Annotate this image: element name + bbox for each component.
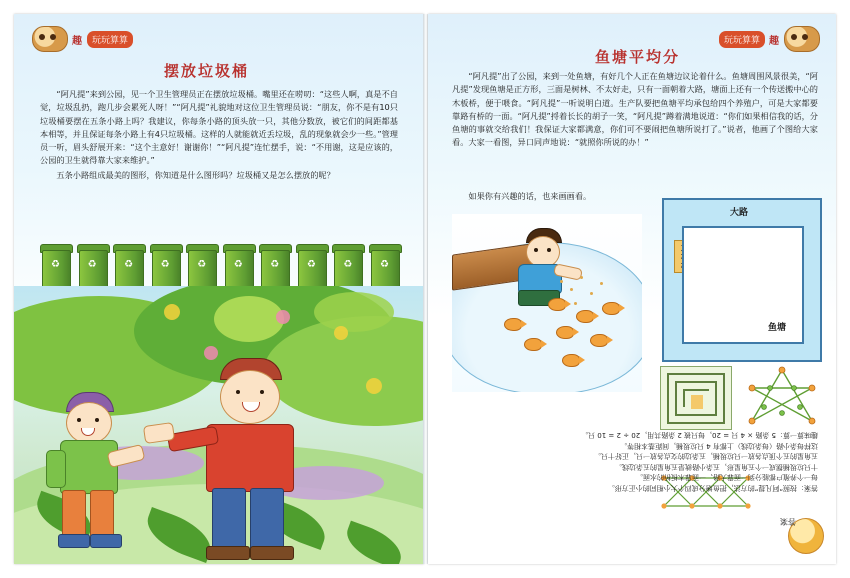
- trash-bin-icon: ♻: [371, 244, 398, 290]
- map-label-road: 大路: [730, 208, 749, 218]
- food-crumb: [560, 280, 563, 283]
- map-label-pond: 鱼塘: [768, 323, 787, 333]
- answers-heading: 答案: [780, 517, 796, 526]
- flower-dot: [164, 304, 180, 320]
- flower-dot: [366, 378, 382, 394]
- left-paragraph-2: 五条小路组成最美的图形，你知道是什么图形吗？垃圾桶又是怎么摆放的呢？: [56, 169, 335, 180]
- answer-line: 十只垃圾桶摆成一个五角星形，五条小路就是五角星的五条边线。: [615, 463, 818, 471]
- feeding-boy-character: [514, 228, 584, 308]
- answer-line: 每一个养殖户都能分到一面靠大路、一面靠木板桥的水面。: [636, 473, 818, 482]
- trash-bin-icon: ♻: [79, 244, 106, 290]
- fish-icon: [576, 310, 594, 323]
- answer-line: 答案：按照“阿凡提”的方法，把鱼塘分成四个大小相同的小正方形。: [607, 484, 818, 492]
- left-paragraph-1: “阿凡提”来到公园，见一个卫生管理员正在摆放垃圾桶。嘴里还在唠叨：“这些人啊，真是不自觉，垃圾乱扔，跑几步会累死人呀！”“阿凡提”礼貌地对这位卫生管理员说：“朋友，你不是有10只垃圾桶要摆在五条小路上吗？我建议，你每条小路的顶头放一只，其他分数放，被它们的间距都基本相等，并且保证每条小路上有4只垃圾桶。这样的人就能就近丢垃圾，乱的现象就会少一些。”管理员一听，眉头舒展开来：“这个主意好！谢谢你！”“阿凡提”连忙摆手，说：“不用谢，这是应该的，公园的卫生就得靠大家来维护。”: [40, 89, 398, 166]
- pond-square-area: [682, 226, 804, 344]
- park-illustration: [14, 286, 424, 564]
- foliage-blob: [314, 292, 394, 332]
- right-body-text: [452, 70, 818, 151]
- trash-bin-icon: ♻: [152, 244, 179, 290]
- maze-puzzle: [660, 366, 732, 430]
- right-running-head-text: 趣: [769, 35, 780, 47]
- mascot-icon: [784, 26, 820, 52]
- right-running-head-badge: 玩玩算算: [719, 31, 765, 48]
- fish-icon: [602, 302, 620, 315]
- right-paragraph-1: “阿凡提”出了公园，来到一处鱼塘，有好几个人正在鱼塘边议论着什么。鱼塘周围风景很美，“阿凡提”发现鱼塘是正方形，三面是树林、不太好走，只有一面朝着大路，塘面上还有一个传送搬中心的木板桥，便于喂食。“阿凡提”一听说明白道。生产队要把鱼塘平均承包给四个养殖户，可是大家都要靠路有桥的一面。“阿凡提”捋着长长的胡子一笑，“阿凡提”蹲着满地说道：“你们如果相信我的话，分鱼塘的事就交给我们！我保证大家都满意，你们可不要闹把鱼塘所说打了。”说者，他画了个图给大家看。大家一看图，异口同声地说：“就照你所说的办！”: [452, 71, 818, 148]
- trash-bin-icon: ♻: [261, 244, 288, 290]
- left-running-head-text: 趣: [72, 35, 83, 47]
- food-crumb: [590, 292, 593, 295]
- fish-icon: [524, 338, 542, 351]
- boy-character: [50, 392, 160, 562]
- star-polygon-svg: [744, 366, 820, 428]
- left-section-title: 摆放垃圾桶: [164, 62, 250, 80]
- left-running-head: [32, 26, 133, 52]
- trash-bin-icon: ♻: [188, 244, 215, 290]
- fish-icon: [562, 354, 580, 367]
- mascot-icon: [32, 26, 68, 52]
- trash-bin-icon: ♻: [225, 244, 252, 290]
- food-crumb: [574, 302, 577, 305]
- left-running-head-badge: 玩玩算算: [87, 31, 133, 48]
- flower-dot: [334, 326, 348, 340]
- right-section-title: 鱼塘平均分: [595, 48, 681, 66]
- pond-map-diagram: [662, 198, 822, 362]
- answer-line: 这样每条小路（每条边线）上都有 4 只垃圾桶，间距基本相等。: [620, 442, 818, 450]
- food-crumb: [600, 282, 603, 285]
- pond-feeding-illustration: [452, 214, 642, 392]
- trash-bin-icon: ♻: [334, 244, 361, 290]
- trash-bin-row: [42, 222, 398, 290]
- foliage-blob: [214, 296, 284, 342]
- flower-dot: [276, 310, 290, 324]
- fish-icon: [590, 334, 608, 347]
- fish-icon: [548, 298, 566, 311]
- man-character: [198, 358, 338, 562]
- left-body-text: [40, 88, 398, 183]
- trash-bin-icon: ♻: [42, 244, 69, 290]
- fish-icon: [504, 318, 522, 331]
- right-paragraph-2: 如果你有兴趣的话，也来画画看。: [468, 191, 592, 201]
- food-crumb: [580, 276, 583, 279]
- food-crumb: [570, 288, 573, 291]
- answer-line: 五角星的五个顶点各放一只垃圾桶，五条边的交点各放一只，正好十只。: [594, 452, 818, 461]
- trash-bin-icon: ♻: [115, 244, 142, 290]
- trash-bin-icon: ♻: [298, 244, 325, 290]
- fish-icon: [556, 326, 574, 339]
- right-running-head: [719, 26, 820, 52]
- answer-line: 趣味算一算：5 条路 × 4 只 = 20，每只被 2 条路共用，20 ÷ 2 = 10 只。: [581, 431, 818, 440]
- answers-block: [560, 430, 818, 493]
- star-polygon-puzzle: [744, 366, 820, 428]
